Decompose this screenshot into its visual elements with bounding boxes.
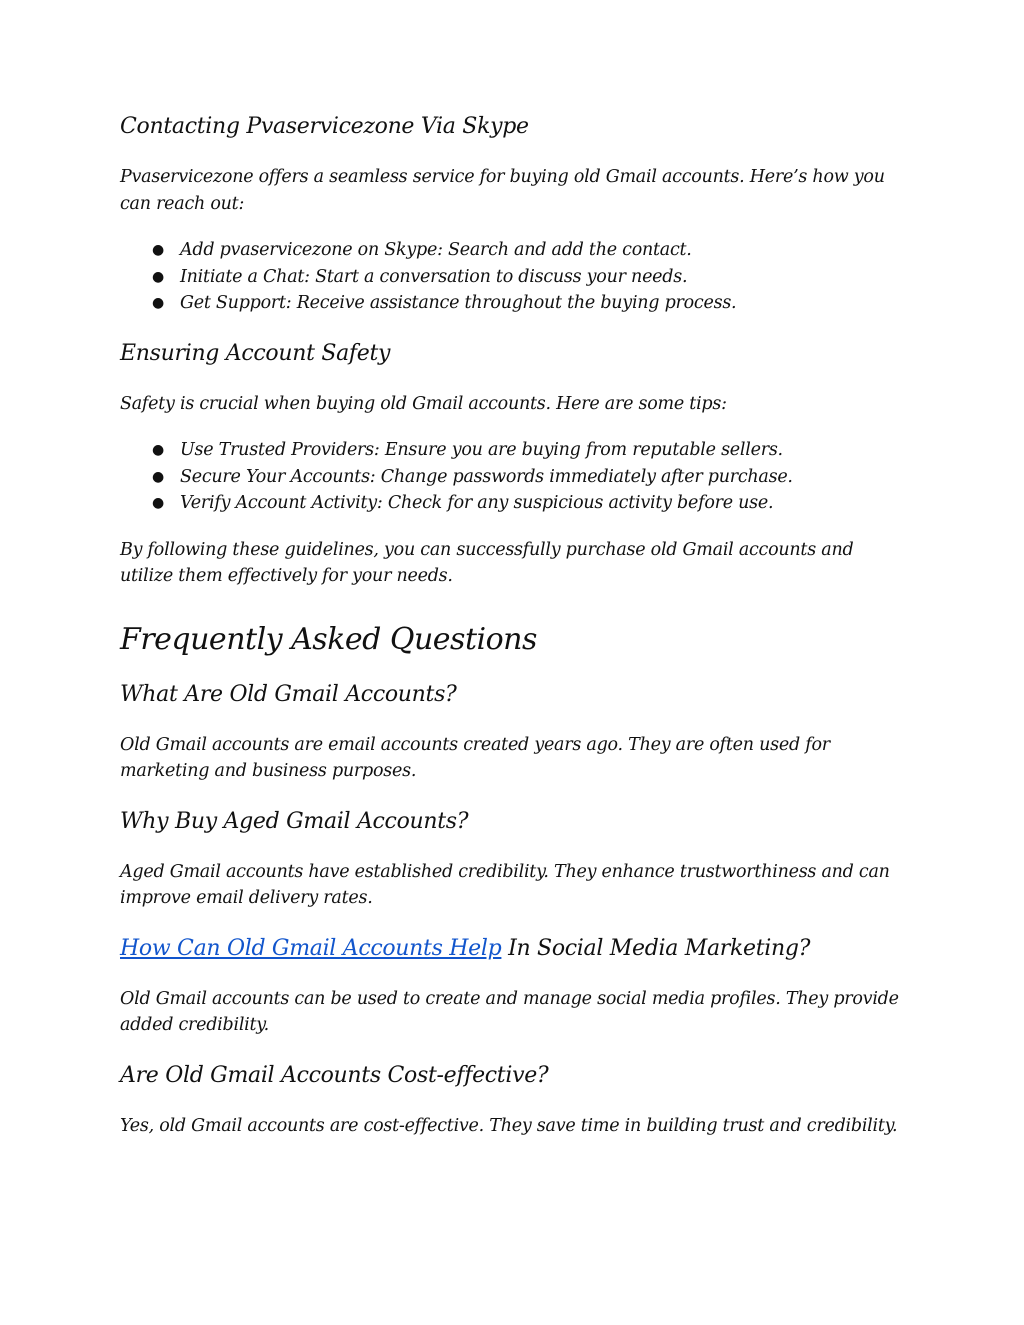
faq-title: Frequently Asked Questions bbox=[120, 621, 537, 657]
list-item: ● Verify Account Activity: Check for any suspicious activity before use. bbox=[180, 490, 910, 517]
faq-question-3 bbox=[120, 934, 910, 964]
bullet-icon: ● bbox=[152, 295, 164, 311]
faq-answer-2: Aged Gmail accounts have established credibility. They enhance trustworthiness and can improve email delivery rates. bbox=[120, 861, 890, 908]
list-item: ● Get Support: Receive assistance throughout the buying process. bbox=[180, 290, 910, 317]
bullet-icon: ● bbox=[152, 495, 164, 511]
bullet-icon: ● bbox=[152, 268, 164, 285]
faq-answer-3: Old Gmail accounts can be used to create and manage social media profiles. They provide added credibility. bbox=[120, 988, 899, 1035]
list-item: ● Initiate a Chat: Start a conversation to discuss your needs. bbox=[180, 264, 910, 291]
faq-answer-1: Old Gmail accounts are email accounts created years ago. They are often used for marketing and business purposes. bbox=[120, 734, 830, 781]
skype-intro-paragraph: Pvaservicezone offers a seamless service for buying old Gmail accounts. Here’s how you can reach out: bbox=[120, 167, 885, 214]
document-page bbox=[120, 112, 910, 1139]
faq-question-3-link[interactable]: How Can Old Gmail Accounts Help bbox=[120, 935, 502, 961]
faq-answer-4: Yes, old Gmail accounts are cost-effective. They save time in building trust and credibility. bbox=[120, 1115, 898, 1136]
section-heading-safety: Ensuring Account Safety bbox=[120, 340, 391, 366]
safety-tips-list bbox=[120, 437, 910, 517]
skype-steps-list bbox=[120, 237, 910, 317]
safety-closing-paragraph: By following these guidelines, you can successfully purchase old Gmail accounts and utilize them effectively for your needs. bbox=[120, 539, 854, 586]
bullet-icon: ● bbox=[152, 242, 164, 258]
list-item: ● Use Trusted Providers: Ensure you are buying from reputable sellers. bbox=[180, 437, 910, 464]
safety-intro-paragraph: Safety is crucial when buying old Gmail accounts. Here are some tips: bbox=[120, 393, 727, 414]
faq-question-2: Why Buy Aged Gmail Accounts? bbox=[120, 808, 469, 834]
list-item: ● Add pvaservicezone on Skype: Search and add the contact. bbox=[180, 237, 910, 264]
bullet-icon: ● bbox=[152, 468, 164, 485]
section-heading-skype: Contacting Pvaservicezone Via Skype bbox=[120, 114, 529, 139]
list-item: ● Secure Your Accounts: Change passwords immediately after purchase. bbox=[180, 464, 910, 491]
bullet-icon: ● bbox=[152, 442, 164, 458]
faq-question-3-rest: In Social Media Marketing? bbox=[501, 935, 811, 961]
faq-question-4: Are Old Gmail Accounts Cost-effective? bbox=[120, 1062, 549, 1088]
faq-question-1: What Are Old Gmail Accounts? bbox=[120, 681, 457, 707]
